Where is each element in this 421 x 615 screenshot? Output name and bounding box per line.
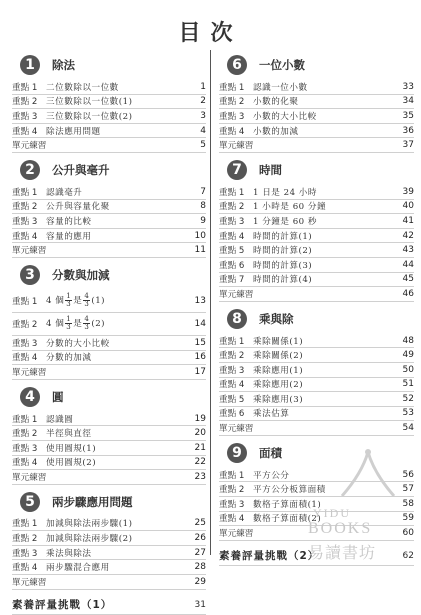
page-number: 42 xyxy=(402,230,414,241)
page-number: 26 xyxy=(194,533,206,544)
page-number: 56 xyxy=(402,469,414,480)
entry-title: 數格子算面積(2) xyxy=(253,514,322,525)
entry-title: 1 日是 24 小時 xyxy=(253,187,317,198)
entry-title: 二位數除以一位數 xyxy=(46,82,119,93)
entry-title: 小數的加減 xyxy=(253,126,299,137)
publisher-watermark xyxy=(308,448,408,578)
page-number: 46 xyxy=(402,288,414,299)
toc-entry[interactable] xyxy=(12,95,206,110)
entry-title: 乘除應用(1) xyxy=(253,365,304,376)
page-number: 31 xyxy=(194,599,206,610)
challenge-title: 素養評量挑戰（2） xyxy=(219,550,320,563)
entry-title: 認識圓 xyxy=(46,414,74,425)
entry-key: 重點 3 xyxy=(219,111,245,122)
column-divider xyxy=(210,50,211,555)
entry-key: 重點 2 xyxy=(12,319,38,330)
entry-key: 重點 1 xyxy=(219,187,245,198)
entry-key: 重點 6 xyxy=(219,260,245,271)
page-number: 13 xyxy=(194,295,206,306)
entry-key: 重點 4 xyxy=(12,458,38,469)
entry-title: 時間的計算(2) xyxy=(253,246,313,257)
watermark-text-1: YIDU xyxy=(313,506,351,520)
unit-section xyxy=(12,490,206,590)
toc-entry[interactable] xyxy=(219,363,414,378)
entry-title: 時間的計算(3) xyxy=(253,260,313,271)
entry-key: 重點 4 xyxy=(12,563,38,574)
entry-title: 平方公分 xyxy=(253,470,290,481)
watermark-logo-icon xyxy=(338,448,398,508)
page-number: 60 xyxy=(402,528,414,539)
page-number: 45 xyxy=(402,274,414,285)
toc-entry[interactable] xyxy=(12,531,206,546)
page-number: 16 xyxy=(194,352,206,363)
unit-section xyxy=(12,53,206,153)
fraction-numerator: 1 xyxy=(66,315,72,324)
challenge-title: 素養評量挑戰（1） xyxy=(12,599,113,612)
toc-entry[interactable] xyxy=(12,290,206,313)
entry-key: 單元練習 xyxy=(219,529,254,540)
entry-title-suffix: (2) xyxy=(91,319,106,330)
entry-title-prefix: 4 個 xyxy=(46,296,65,307)
fraction xyxy=(65,316,72,331)
entry-title-mid: 是 xyxy=(73,296,83,307)
page-number: 58 xyxy=(402,498,414,509)
entry-key: 重點 1 xyxy=(12,82,38,93)
entry-key: 重點 2 xyxy=(12,534,38,545)
unit-header xyxy=(12,385,206,409)
entry-title: 乘除應用(3) xyxy=(253,394,304,405)
entry-key: 重點 3 xyxy=(12,548,38,559)
page-number: 27 xyxy=(194,547,206,558)
entry-key: 單元練習 xyxy=(12,246,47,257)
unit-section xyxy=(219,307,414,436)
toc-entry[interactable] xyxy=(12,546,206,561)
unit-header xyxy=(12,263,206,287)
fraction-denominator: 3 xyxy=(84,323,90,332)
entry-key: 重點 4 xyxy=(219,380,245,391)
page-number: 59 xyxy=(402,513,414,524)
challenge-entry[interactable] xyxy=(12,596,206,615)
unit-number-badge: 5 xyxy=(20,492,40,512)
entry-key: 重點 4 xyxy=(12,231,38,242)
entry-key: 單元練習 xyxy=(12,577,47,588)
page-number: 23 xyxy=(194,471,206,482)
page-number: 50 xyxy=(402,364,414,375)
entry-key: 重點 5 xyxy=(219,394,245,405)
page-number: 44 xyxy=(402,259,414,270)
toc-entry[interactable] xyxy=(12,109,206,124)
page-number: 4 xyxy=(200,125,206,136)
toc-entry[interactable] xyxy=(12,560,206,575)
entry-key: 重點 3 xyxy=(219,365,245,376)
page-number: 25 xyxy=(194,518,206,529)
toc-entry[interactable] xyxy=(12,185,206,200)
entry-key: 重點 4 xyxy=(219,231,245,242)
entry-title: 認識一位小數 xyxy=(253,82,308,93)
unit-section xyxy=(219,53,414,153)
toc-entry[interactable] xyxy=(219,109,414,124)
toc-entry[interactable] xyxy=(219,243,414,258)
entry-key: 單元練習 xyxy=(219,141,254,152)
toc-entry[interactable] xyxy=(219,138,414,153)
entry-title: 乘除關係(2) xyxy=(253,351,304,362)
entry-title: 小數的大小比較 xyxy=(253,111,317,122)
unit-name: 兩步驟應用問題 xyxy=(52,494,133,509)
fraction-numerator: 4 xyxy=(84,292,90,301)
entry-title: 兩步驟混合應用 xyxy=(46,563,110,574)
toc-entry[interactable] xyxy=(12,470,206,485)
page-number: 2 xyxy=(200,96,206,107)
toc-entry[interactable] xyxy=(219,124,414,139)
page-number: 10 xyxy=(194,230,206,241)
entry-key: 重點 2 xyxy=(219,485,245,496)
entry-key: 重點 1 xyxy=(12,187,38,198)
entry-title: 三位數除以一位數(1) xyxy=(46,97,133,108)
entry-key: 單元練習 xyxy=(219,289,254,300)
toc-entry[interactable] xyxy=(219,229,414,244)
entry-key: 重點 2 xyxy=(219,351,245,362)
toc-entry[interactable] xyxy=(219,80,414,95)
page-number: 1 xyxy=(200,81,206,92)
entry-key: 重點 1 xyxy=(219,470,245,481)
entry-key: 重點 3 xyxy=(12,111,38,122)
unit-header xyxy=(219,307,414,331)
entry-title: 分數的加減 xyxy=(46,353,92,364)
page-number: 62 xyxy=(402,550,414,561)
fraction-denominator: 3 xyxy=(66,323,72,332)
toc-entry[interactable] xyxy=(12,80,206,95)
toc-entry[interactable] xyxy=(12,517,206,532)
page-number: 21 xyxy=(194,442,206,453)
toc-entry[interactable] xyxy=(12,456,206,471)
toc-entry[interactable] xyxy=(12,124,206,139)
fraction-numerator: 1 xyxy=(66,292,72,301)
entry-key: 單元練習 xyxy=(12,141,47,152)
fraction xyxy=(83,316,90,331)
toc-entry[interactable] xyxy=(12,441,206,456)
toc-entry[interactable] xyxy=(219,421,414,436)
entry-key: 重點 2 xyxy=(12,97,38,108)
toc-entry[interactable] xyxy=(219,214,414,229)
entry-title: 乘法估算 xyxy=(253,409,290,420)
entry-key: 重點 6 xyxy=(219,409,245,420)
page-title: 目次 xyxy=(178,21,243,46)
page-number: 19 xyxy=(194,413,206,424)
entry-key: 單元練習 xyxy=(12,367,47,378)
toc-entry[interactable] xyxy=(219,407,414,422)
page-number: 8 xyxy=(200,201,206,212)
entry-title: 乘除關係(1) xyxy=(253,336,304,347)
entry-key: 重點 4 xyxy=(12,126,38,137)
entry-title xyxy=(46,293,176,308)
unit-name: 分數與加減 xyxy=(52,267,110,282)
page-number: 9 xyxy=(200,215,206,226)
unit-header xyxy=(219,158,414,182)
entry-key: 重點 1 xyxy=(12,414,38,425)
page-number: 57 xyxy=(402,484,414,495)
unit-name: 乘與除 xyxy=(259,311,294,326)
entry-title: 除法應用問題 xyxy=(46,126,101,137)
page-number: 22 xyxy=(194,457,206,468)
entry-title: 使用圓規(2) xyxy=(46,458,97,469)
left-column xyxy=(12,48,206,615)
entry-key: 重點 1 xyxy=(219,336,245,347)
unit-name: 面積 xyxy=(259,445,282,460)
entry-key: 單元練習 xyxy=(219,424,254,435)
entry-key: 重點 3 xyxy=(12,443,38,454)
page-number: 20 xyxy=(194,428,206,439)
entry-key: 重點 1 xyxy=(12,296,38,307)
page-number: 3 xyxy=(200,110,206,121)
toc-entry[interactable] xyxy=(219,348,414,363)
entry-title: 乘法與除法 xyxy=(46,548,92,559)
page-number: 34 xyxy=(402,96,414,107)
toc-entry[interactable] xyxy=(12,351,206,366)
toc-entry[interactable] xyxy=(219,95,414,110)
page-number: 41 xyxy=(402,215,414,226)
entry-title: 數格子算面積(1) xyxy=(253,499,322,510)
entry-title: 三位數除以一位數(2) xyxy=(46,111,133,122)
entry-title: 1 分鐘是 60 秒 xyxy=(253,216,317,227)
page-number: 37 xyxy=(402,140,414,151)
toc-entry[interactable] xyxy=(12,575,206,590)
unit-number-badge: 9 xyxy=(227,443,247,463)
entry-key: 重點 4 xyxy=(12,353,38,364)
page-number: 52 xyxy=(402,393,414,404)
page-number: 5 xyxy=(200,140,206,151)
entry-title: 容量的應用 xyxy=(46,231,92,242)
unit-number-badge: 4 xyxy=(20,387,40,407)
page-number: 29 xyxy=(194,576,206,587)
entry-title: 容量的比較 xyxy=(46,216,92,227)
toc-entry[interactable] xyxy=(12,336,206,351)
page-number: 43 xyxy=(402,245,414,256)
unit-section xyxy=(12,158,206,258)
toc-entry[interactable] xyxy=(219,200,414,215)
unit-name: 時間 xyxy=(259,162,282,177)
page-number: 28 xyxy=(194,562,206,573)
entry-key: 重點 4 xyxy=(219,514,245,525)
fraction-denominator: 3 xyxy=(84,300,90,309)
unit-header xyxy=(12,53,206,77)
page-number: 14 xyxy=(194,318,206,329)
fraction xyxy=(83,293,90,308)
unit-number-badge: 8 xyxy=(227,309,247,329)
toc-entry[interactable] xyxy=(219,273,414,288)
entry-title: 加減與除法兩步驟(1) xyxy=(46,519,133,530)
page-number: 39 xyxy=(402,186,414,197)
page-number: 36 xyxy=(402,125,414,136)
toc-entry[interactable] xyxy=(12,214,206,229)
entry-title-mid: 是 xyxy=(73,319,83,330)
unit-number-badge: 1 xyxy=(20,55,40,75)
page-number: 35 xyxy=(402,110,414,121)
toc-entry[interactable] xyxy=(219,378,414,393)
page-number: 54 xyxy=(402,423,414,434)
page-number: 51 xyxy=(402,379,414,390)
entry-key: 重點 3 xyxy=(12,216,38,227)
entry-title: 半徑與直徑 xyxy=(46,429,92,440)
entry-key: 重點 2 xyxy=(12,202,38,213)
entry-key: 重點 2 xyxy=(219,97,245,108)
entry-key: 重點 7 xyxy=(219,275,245,286)
entry-title: 時間的計算(4) xyxy=(253,275,313,286)
toc-entry[interactable] xyxy=(12,138,206,153)
page-number: 49 xyxy=(402,350,414,361)
entry-title: 時間的計算(1) xyxy=(253,231,313,242)
toc-entry[interactable] xyxy=(12,426,206,441)
unit-name: 除法 xyxy=(52,58,75,72)
page-number: 11 xyxy=(194,245,206,256)
entry-key: 重點 5 xyxy=(219,246,245,257)
toc-entry[interactable] xyxy=(219,258,414,273)
entry-key: 重點 3 xyxy=(219,499,245,510)
unit-header xyxy=(12,158,206,182)
toc-entry[interactable] xyxy=(12,200,206,215)
entry-title xyxy=(46,316,176,331)
unit-section xyxy=(12,385,206,485)
entry-key: 重點 1 xyxy=(12,519,38,530)
unit-number-badge: 2 xyxy=(20,160,40,180)
page-number: 7 xyxy=(200,186,206,197)
page-number: 17 xyxy=(194,366,206,377)
entry-title: 平方公分板算面積 xyxy=(253,485,326,496)
unit-name: 公升與毫升 xyxy=(52,162,110,177)
entry-title: 分數的大小比較 xyxy=(46,338,110,349)
fraction-denominator: 3 xyxy=(66,300,72,309)
page-number: 33 xyxy=(402,81,414,92)
page-number: 40 xyxy=(402,201,414,212)
entry-key: 重點 3 xyxy=(219,216,245,227)
toc-entry[interactable] xyxy=(12,313,206,336)
entry-key: 單元練習 xyxy=(12,472,47,483)
entry-key: 重點 2 xyxy=(219,202,245,213)
toc-entry[interactable] xyxy=(12,365,206,380)
entry-title: 公升與容量化聚 xyxy=(46,202,110,213)
unit-name: 圓 xyxy=(52,389,64,404)
fraction-numerator: 4 xyxy=(84,315,90,324)
watermark-text-2: BOOKS xyxy=(308,520,373,537)
toc-entry[interactable] xyxy=(219,287,414,302)
unit-number-badge: 6 xyxy=(227,55,247,75)
entry-title-suffix: (1) xyxy=(91,296,106,307)
toc-entry[interactable] xyxy=(12,412,206,427)
entry-key: 重點 2 xyxy=(12,429,38,440)
toc-entry[interactable] xyxy=(12,229,206,244)
page-number: 15 xyxy=(194,337,206,348)
toc-entry[interactable] xyxy=(219,185,414,200)
fraction xyxy=(65,293,72,308)
page-number: 48 xyxy=(402,335,414,346)
unit-section xyxy=(219,158,414,302)
unit-section xyxy=(12,263,206,380)
unit-number-badge: 7 xyxy=(227,160,247,180)
unit-number-badge: 3 xyxy=(20,265,40,285)
unit-name: 一位小數 xyxy=(259,58,305,72)
unit-header xyxy=(219,53,414,77)
toc-entry[interactable] xyxy=(219,334,414,349)
watermark-text-3: 易讀書坊 xyxy=(308,543,377,562)
entry-title: 使用圓規(1) xyxy=(46,443,97,454)
entry-key: 重點 1 xyxy=(219,82,245,93)
toc-entry[interactable] xyxy=(12,243,206,258)
entry-title-prefix: 4 個 xyxy=(46,319,65,330)
page-number: 53 xyxy=(402,408,414,419)
entry-title: 乘除應用(2) xyxy=(253,380,304,391)
entry-title: 加減與除法兩步驟(2) xyxy=(46,534,133,545)
entry-key: 重點 3 xyxy=(12,338,38,349)
unit-header xyxy=(12,490,206,514)
entry-title: 認識毫升 xyxy=(46,187,83,198)
entry-title: 1 小時是 60 分鐘 xyxy=(253,202,327,213)
entry-key: 重點 4 xyxy=(219,126,245,137)
toc-entry[interactable] xyxy=(219,392,414,407)
entry-title: 小數的化聚 xyxy=(253,97,299,108)
